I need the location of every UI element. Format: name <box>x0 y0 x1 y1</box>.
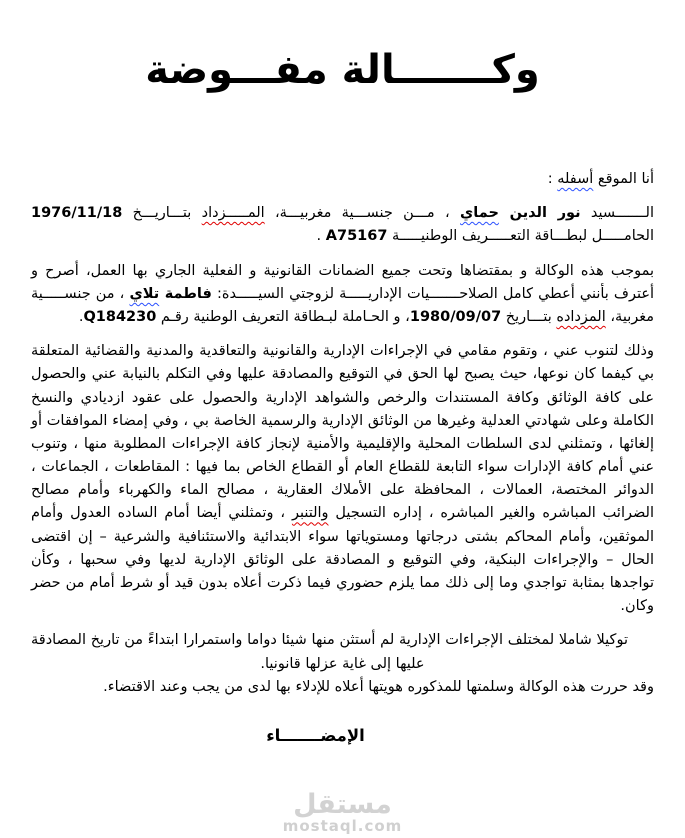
mandate-scope-paragraph: توكيلا شاملا لمختلف الإجراءات الإدارية لم أستثن منها شيئا دواما واستمرارا ابتداءً من تاريخ المصادقة عليها إلى غاية عزلها قانونيا. <box>31 632 628 672</box>
text-segment: ، من جنســـــية مغربية، <box>31 285 654 325</box>
text-segment: وذلك لتنوب عني ، وتقوم مقامي في الإجراءات الإدارية والقانونية والتعاقدية والمدنية والقضائية المتعلقة بي كيفما كان نوعها، حيث يصبح لها الحق في التوقيع والمصادقة عليها وفي التكلم بالنيابة عني والحصول على كافة الوثائق وكافة المستندات والرخص والشواهد الإدارية والحصول على عقود ازديادي والنسخ الكاملة وعلى شهادتي العدلية وغيرها من الوثائق الإدارية والرسمية الخاصة بي ، وفي إمضاء الموافقات أو إلغائها ، وتمثلني لدى السلطات المحلية والإقليمية والأمنية لإنجاز كافة الإجراءات المطلوبة منها ، وتنوب عني أمام كافة الإدارات سواء التابعة للقطاع العام أو القطاع الخاص بما فيها : المقاطعات ، الجماعات ، الدوائر المختصة، العمالات ، المحافظة على الأملاك العقارية ، مصالح الماء والكهرباء وأمام مصالح الضرائب المباشره والغير المباشره ، إداره التسجيل <box>31 343 654 522</box>
text-segment: . <box>78 308 84 325</box>
text-segment: . <box>316 228 326 245</box>
agent-surname: تلاي <box>129 285 160 302</box>
principal-surname: حماي <box>460 205 499 222</box>
text-segment: أنا الموقع <box>593 171 654 187</box>
agent-name: فاطمة <box>159 285 212 302</box>
closing-statement: وقد حررت هذه الوكالة وسلمتها للمذكوره هويتها أعلاه للإدلاء بها لدى من يجب وعند الاقتضاء. <box>103 678 654 695</box>
spellcheck-word: المزداده <box>556 308 606 325</box>
text-segment: ، وتمثلني أيضا أمام الساده العدول وأمام الموثقين، وأمام المحاكم بشتى درجاتها ومستوياتها سواء الابتدائية والاستئنافية والشرعية – إن اقتضى الحال – والإجراءات البنكية، وفي التوقيع و المصادقة على الوثائق الإدارية لديها وفي سحبها ، وكأن تواجدها بمثابة تواجدي وما إلى ذلك مما يلزم حضوري فيما ذكرت أعلاه بدون قيد أو شرط أمام من حضر وكان. <box>31 505 654 615</box>
text-segment: بموجب هذه الوكالة و بمقتضاها وتحت جميع الضمانات القانونية و الفعلية الجاري بها العمل، أصرح و أعترف بأنني أعطي كامل الصلاحـــــــيات الإداريـــــة لزوجتي السيـــــدة: <box>31 262 654 302</box>
delegated-powers-paragraph <box>31 340 654 618</box>
text-segment: ، مـــن جنســـية مغربيـــة، <box>264 205 460 222</box>
text-segment: الحامـــــل لبطـــاقة التعـــــريف الوطنيـــــة <box>387 228 654 245</box>
watermark-site: mostaql.com <box>282 816 403 835</box>
document-body <box>0 168 685 749</box>
spellcheck-word: المـــــزداد <box>201 205 265 222</box>
principal-id-number: A75167 <box>325 228 388 245</box>
watermark <box>282 788 403 835</box>
watermark-logo: مستقل <box>293 788 392 820</box>
spellcheck-word: أسفله <box>557 171 594 187</box>
text-segment: ، و الحـاملة لبـطاقة التعريف الوطنية رقـم <box>156 308 410 325</box>
spellcheck-word: والتنبر <box>291 505 329 522</box>
agent-id-number: Q184230 <box>83 308 157 325</box>
text-segment: بتـــاريخ <box>501 308 557 325</box>
signature-label: الإمضـــــــاء <box>266 725 365 745</box>
principal-birthdate: 1976/11/18 <box>31 205 123 222</box>
text-segment: بتـــاريـــخ <box>122 205 202 222</box>
principal-identity-paragraph <box>31 202 654 248</box>
text-segment: الـــــــسيد <box>580 205 654 222</box>
undersigned-line <box>31 168 654 191</box>
text-segment: : <box>547 171 558 187</box>
authorization-paragraph <box>31 260 654 330</box>
document-title: وكـــــــالة مفـــوضة <box>145 47 540 93</box>
agent-birthdate: 1980/09/07 <box>409 308 502 325</box>
principal-name: نور الدين <box>498 205 581 222</box>
